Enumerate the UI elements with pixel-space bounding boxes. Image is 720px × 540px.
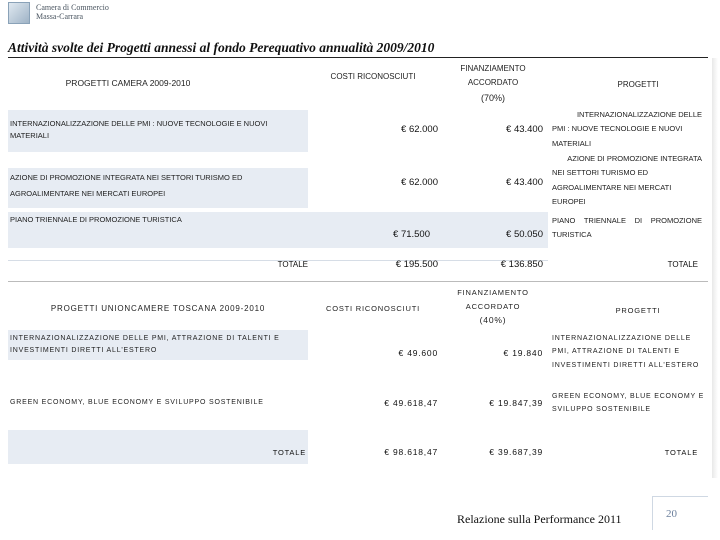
col-header-financing xyxy=(438,288,548,327)
section-divider xyxy=(8,281,708,282)
row-project-line4: EUROPEI xyxy=(552,196,586,206)
row-financing: € 43.400 xyxy=(506,177,543,188)
total-cost: € 195.500 xyxy=(395,259,438,270)
col-header-financing-pct: (40%) xyxy=(479,315,507,326)
row-cost: € 49.600 xyxy=(398,348,438,358)
total-financing: € 39.687,39 xyxy=(489,447,543,457)
row-cost: € 62.000 xyxy=(401,177,438,188)
row-project-line1: PIANO TRIENNALE DI PROMOZIONE xyxy=(552,216,702,225)
page-number: 20 xyxy=(666,508,677,520)
col-header-financing-line2: ACCORDATO xyxy=(465,302,521,312)
col-header-financing xyxy=(438,64,548,104)
row-project-line1: INTERNAZIONALIZZAZIONE DELLE xyxy=(552,335,692,342)
row-label-line1: PIANO TRIENNALE DI PROMOZIONE TURISTICA xyxy=(10,215,182,224)
col-header-project: PROGETTI CAMERA 2009-2010 xyxy=(65,78,191,88)
row-label-line1: AZIONE DI PROMOZIONE INTEGRATA NEI SETTORI TURISMO ED xyxy=(10,173,243,182)
total-label: TOTALE xyxy=(277,260,308,269)
chamber-logo-icon xyxy=(8,2,30,24)
total-financing: € 136.850 xyxy=(500,259,543,270)
row-project-line1: AZIONE DI PROMOZIONE INTEGRATA xyxy=(567,154,702,163)
row-project-line3: AGROALIMENTARE NEI MERCATI xyxy=(552,182,672,192)
row-label-line2: MATERIALI xyxy=(10,130,50,140)
row-financing: € 19.840 xyxy=(503,348,543,358)
table-row xyxy=(8,168,308,208)
row-project-line3: MATERIALI xyxy=(552,138,592,148)
row-project-line1: GREEN ECONOMY, BLUE ECONOMY E xyxy=(552,393,705,400)
col-header-costs: COSTI RICONOSCIUTI xyxy=(330,72,416,81)
row-label-line2: AGROALIMENTARE NEI MERCATI EUROPEI xyxy=(10,188,166,198)
row-label-line2: INVESTIMENTI DIRETTI ALL'ESTERO xyxy=(10,347,158,355)
col-header-costs: COSTI RICONOSCIUTI xyxy=(326,304,420,313)
row-project xyxy=(552,332,707,372)
logo-text-line2: Massa-Carrara xyxy=(36,12,84,21)
col-header-financing-line1: FINANZIAMENTO xyxy=(457,288,529,297)
table-row xyxy=(8,330,308,360)
table-unioncamere-projects xyxy=(8,284,708,464)
row-project-line1: INTERNAZIONALIZZAZIONE DELLE xyxy=(576,110,702,119)
col-header-financing-line2: ACCORDATO xyxy=(467,77,519,87)
row-project xyxy=(552,390,707,417)
total-cost: € 98.618,47 xyxy=(384,447,438,457)
table-row-total xyxy=(8,430,308,464)
row-project xyxy=(552,108,702,151)
row-project-line2: SVILUPPO SOSTENIBILE xyxy=(552,406,651,414)
page-title: Attività svolte dei Progetti annessi al fondo Perequativo annualità 2009/2010 xyxy=(8,40,435,55)
table-row xyxy=(8,110,308,152)
row-cost: € 49.618,47 xyxy=(384,398,438,408)
decorative-shadow xyxy=(712,58,718,478)
total-right-label: TOTALE xyxy=(667,260,698,269)
page-corner-decoration xyxy=(652,496,708,530)
row-project-line2: PMI : NUOVE TECNOLOGIE E NUOVI xyxy=(552,124,683,134)
footer-text: Relazione sulla Performance 2011 xyxy=(457,512,622,526)
col-header-financing-pct: (70%) xyxy=(480,92,505,103)
logo-text-line1: Camera di Commercio xyxy=(36,3,109,12)
total-label: TOTALE xyxy=(272,448,306,457)
col-header-projects: PROGETTI xyxy=(617,80,659,89)
total-right-label: TOTALE xyxy=(664,448,698,457)
col-header-project: PROGETTI UNIONCAMERE TOSCANA 2009-2010 xyxy=(50,304,266,313)
col-header-financing-line1: FINANZIAMENTO xyxy=(460,64,526,73)
title-divider xyxy=(8,57,708,58)
row-label-line1: GREEN ECONOMY, BLUE ECONOMY E SVILUPPO SOSTENIBILE xyxy=(10,399,264,406)
row-project-line2: NEI SETTORI TURISMO ED xyxy=(552,168,648,178)
row-project-line3: INVESTIMENTI DIRETTI ALL'ESTERO xyxy=(552,361,700,369)
row-project xyxy=(552,152,702,209)
row-cost: € 62.000 xyxy=(401,124,438,135)
col-header-projects: PROGETTI xyxy=(615,306,661,315)
row-project xyxy=(552,214,702,243)
row-project-line2: PMI, ATTRAZIONE DI TALENTI E xyxy=(552,348,680,356)
row-financing: € 50.050 xyxy=(506,229,543,240)
table-camera-projects xyxy=(8,60,708,275)
row-label-line1: INTERNAZIONALIZZAZIONE DELLE PMI : NUOVE TECNOLOGIE E NUOVI xyxy=(10,119,268,128)
row-financing: € 43.400 xyxy=(506,124,543,135)
row-cost: € 71.500 xyxy=(393,229,430,240)
row-project-line2: TURISTICA xyxy=(552,230,592,240)
row-label-line1: INTERNAZIONALIZZAZIONE DELLE PMI, ATTRAZIONE DI TALENTI E xyxy=(10,335,280,342)
row-financing: € 19.847,39 xyxy=(489,398,543,408)
